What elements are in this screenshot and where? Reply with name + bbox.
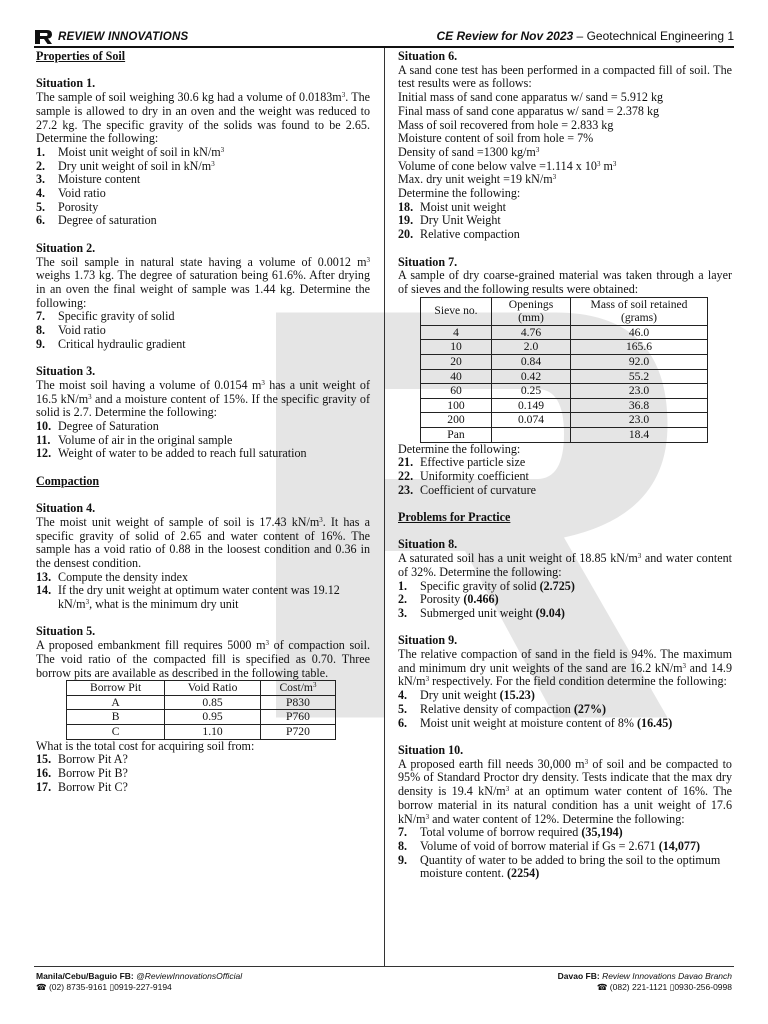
footer-left-label: Manila/Cebu/Baguio FB: <box>36 971 134 981</box>
answer: (2254) <box>507 866 540 881</box>
list-item: 6. Moist unit weight at moisture content of 8% (16.45) <box>398 715 673 730</box>
situation-4-title: Situation 4. <box>36 501 96 516</box>
list-item: 20. Relative compaction <box>398 227 520 242</box>
table-cell: P830 <box>260 695 335 710</box>
list-item: 3. Submerged unit weight (9.04) <box>398 605 565 620</box>
situation-5-questions <box>36 753 370 794</box>
situation-6-line: Max. dry unit weight =19 $kN/m^3$ <box>398 172 557 187</box>
table-row <box>421 340 708 355</box>
situation-5-text: A proposed embankment fill requires 5000 $m^3$ of compaction soil. The void ratio of the compacted fill is specified as 0.70. Three borrow pits are available as described in the following table. <box>36 638 370 680</box>
situation-5-title: Situation 5. <box>36 624 96 639</box>
list-item: 2. Porosity (0.466) <box>398 592 499 607</box>
page-header <box>34 28 734 48</box>
logo-mark-icon <box>34 29 54 45</box>
table-cell: 23.0 <box>571 384 708 399</box>
situation-10-questions <box>398 826 732 881</box>
list-item: 6. Degree of saturation <box>36 213 157 228</box>
list-item: 16. Borrow Pit B? <box>36 766 128 781</box>
table-cell: 55.2 <box>571 369 708 384</box>
situation-3-questions <box>36 420 370 461</box>
table-row <box>421 398 708 413</box>
list-item: 23. Coefficient of curvature <box>398 482 536 497</box>
table-cell: 4.76 <box>492 325 571 340</box>
situation-6-line: Initial mass of sand cone apparatus w/ sand = 5.912 kg <box>398 90 664 105</box>
answer: (2.725) <box>539 578 575 593</box>
footer-right <box>558 971 732 993</box>
table-cell: 0.84 <box>492 355 571 370</box>
list-item: 15. Borrow Pit A? <box>36 752 128 767</box>
list-item: 11. Volume of air in the original sample <box>36 432 233 447</box>
table-cell: B <box>67 710 165 725</box>
answer: (15.23) <box>499 688 535 703</box>
brand-logo <box>34 29 188 45</box>
answer: (35,194) <box>581 825 623 840</box>
table-cell: 0.149 <box>492 398 571 413</box>
list-item: 12. Weight of water to be added to reach full saturation <box>36 446 307 461</box>
borrow-pit-table <box>66 680 336 739</box>
situation-1-text: The sample of soil weighing 30.6 kg had a volume of $0.0183m^3$. The sample is allowed to dry in an oven and the weight was reduced to 27.2 kg. The specific gravity of the solids was found to be 2.65. Determine the following: <box>36 90 370 146</box>
table-cell: 0.25 <box>492 384 571 399</box>
situation-7-title: Situation 7. <box>398 254 458 269</box>
list-item: 17. Borrow Pit C? <box>36 779 128 794</box>
situation-6-line: Volume of cone below valve =1.114 x $10^3$ $m^3$ <box>398 158 617 173</box>
list-item: 5. Porosity <box>36 199 99 214</box>
answer: (9.04) <box>535 605 565 620</box>
table-cell: 36.8 <box>571 398 708 413</box>
table-cell: C <box>67 725 165 740</box>
table-cell: 0.95 <box>165 710 261 725</box>
situation-2-text: The soil sample in natural state having a volume of 0.0012 $m^3$ weighs 1.73 kg. The degree of saturation being 61.6%. After drying in an oven the final weight of sample was 1.44 kg. Determine the following: <box>36 254 370 310</box>
footer-right-phones: ☎ (082) 221-1121 ▯0930-256-0998 <box>596 982 732 992</box>
situation-6-line: Final mass of sand cone apparatus w/ sand = 2.378 kg <box>398 103 660 118</box>
footer-left-phones: ☎ (02) 8735-9161 ▯0919-227-9194 <box>36 982 172 992</box>
list-item: 7. Specific gravity of solid <box>36 309 175 324</box>
list-item: 21. Effective particle size <box>398 455 526 470</box>
situation-7-text: A sample of dry coarse-grained material was taken through a layer of sieves and the following results were obtained: <box>398 268 732 296</box>
table-cell: 23.0 <box>571 413 708 428</box>
section-heading-properties: Properties of Soil <box>36 49 126 63</box>
table-cell: P720 <box>260 725 335 740</box>
answer: (14,077) <box>658 838 701 853</box>
situation-9-title: Situation 9. <box>398 633 458 648</box>
list-item: 9. Quantity of water to be added to bring the soil to the optimum moisture content. (2254) <box>398 852 721 881</box>
table-header-cell: Borrow Pit <box>67 681 165 696</box>
list-item: 4. Dry unit weight (15.23) <box>398 688 535 703</box>
answer: (16.45) <box>637 715 673 730</box>
header-title-sep: – <box>573 29 587 43</box>
table-row <box>421 384 708 399</box>
situation-1-questions <box>36 146 370 228</box>
situation-1-title: Situation 1. <box>36 76 96 91</box>
footer-left-fb: @ReviewInnovationsOfficial <box>136 971 243 981</box>
situation-5-after: What is the total cost for acquiring soil from: <box>36 738 255 753</box>
situation-10-title: Situation 10. <box>398 742 464 757</box>
left-column <box>36 50 370 794</box>
table-cell: 18.4 <box>571 427 708 442</box>
list-item: 3. Moisture content <box>36 172 141 187</box>
list-item: 19. Dry Unit Weight <box>398 213 501 228</box>
table-cell: 4 <box>421 325 492 340</box>
table-cell: 46.0 <box>571 325 708 340</box>
situation-8-text: A saturated soil has a unit weight of 18.85 $kN/m^3$ and water content of 32%. Determine the following: <box>398 551 732 579</box>
table-header-cell: Sieve no. <box>421 297 492 325</box>
table-row <box>421 325 708 340</box>
situation-4-text: The moist unit weight of sample of soil is 17.43 $kN/m^3$. It has a specific gravity of solid of 2.65 and water content of 16%. The sample has a void ratio of 0.88 in the loosest condition and 0.36 in the densest condition. <box>36 514 370 570</box>
situation-8-title: Situation 8. <box>398 537 458 552</box>
table-cell: P760 <box>260 710 335 725</box>
situation-4-questions <box>36 571 370 612</box>
table-cell: 100 <box>421 398 492 413</box>
right-column <box>398 50 732 881</box>
table-header-cell: Cost/$m^3$ <box>260 681 335 696</box>
table-row <box>67 725 336 740</box>
list-item: 4. Void ratio <box>36 186 106 201</box>
table-cell: 20 <box>421 355 492 370</box>
table-header-row <box>421 297 708 325</box>
situation-3-title: Situation 3. <box>36 364 96 379</box>
list-item: 5. Relative density of compaction (27%) <box>398 701 607 716</box>
list-item: 1. Specific gravity of solid (2.725) <box>398 578 575 593</box>
table-row <box>421 427 708 442</box>
table-row <box>421 355 708 370</box>
situation-6-line: Moisture content of soil from hole = 7% <box>398 131 594 146</box>
situation-2-title: Situation 2. <box>36 240 96 255</box>
footer-left <box>36 971 242 993</box>
list-item: 10. Degree of Saturation <box>36 418 159 433</box>
section-heading-compaction: Compaction <box>36 473 100 488</box>
table-cell: A <box>67 695 165 710</box>
table-cell: 92.0 <box>571 355 708 370</box>
header-title-bold: CE Review for Nov 2023 <box>436 29 574 43</box>
section-heading-practice: Problems for Practice <box>398 510 511 525</box>
list-item: 8. Void ratio <box>36 323 106 338</box>
list-item: 22. Uniformity coefficient <box>398 468 529 483</box>
list-item: 8. Volume of void of borrow material if Gs = 2.671 (14,077) <box>398 838 701 853</box>
list-item: 13. Compute the density index <box>36 569 188 584</box>
table-row <box>67 695 336 710</box>
list-item: 14. If the dry unit weight at optimum water content was 19.12 $kN/m^3$, what is the minimum dry unit <box>36 583 340 612</box>
situation-8-questions <box>398 580 732 621</box>
situation-6-line: Mass of soil recovered from hole = 2.833 kg <box>398 117 614 132</box>
table-row <box>67 710 336 725</box>
table-row <box>421 413 708 428</box>
situation-6-line: Density of sand =1300 $kg/m^3$ <box>398 144 540 159</box>
table-cell <box>492 427 571 442</box>
table-cell: 0.85 <box>165 695 261 710</box>
table-cell: 40 <box>421 369 492 384</box>
situation-6-line: Determine the following: <box>398 186 521 201</box>
table-header-cell: Mass of soil retained (grams) <box>571 297 708 325</box>
footer-right-fb: Review Innovations Davao Branch <box>602 971 732 981</box>
table-header-cell: Void Ratio <box>165 681 261 696</box>
table-cell: 1.10 <box>165 725 261 740</box>
situation-9-questions <box>398 689 732 730</box>
table-header-cell: Openings (mm) <box>492 297 571 325</box>
answer: (0.466) <box>463 592 499 607</box>
answer: (27%) <box>573 701 607 716</box>
table-row <box>421 369 708 384</box>
brand-name: REVIEW INNOVATIONS <box>58 31 189 43</box>
list-item: 7. Total volume of borrow required (35,194) <box>398 825 623 840</box>
footer-right-label: Davao FB: <box>557 971 600 981</box>
list-item: 2. Dry unit weight of soil in $kN/m^3$ <box>36 158 215 173</box>
situation-2-questions <box>36 310 370 351</box>
situation-7-questions <box>398 456 732 497</box>
table-cell: 2.0 <box>492 340 571 355</box>
table-cell: 0.074 <box>492 413 571 428</box>
situation-6-text: A sand cone test has been performed in a compacted fill of soil. The test results were as follows: <box>398 62 732 91</box>
table-header-row <box>67 681 336 696</box>
situation-9-text: The relative compaction of sand in the field is 94%. The maximum and minimum dry unit weights of the sand are 16.2 $kN/m^3$ and 14.9 $kN/m^3$ respectively. For the field condition determine the following: <box>398 647 732 689</box>
header-title <box>436 29 734 43</box>
table-cell: 200 <box>421 413 492 428</box>
table-cell: Pan <box>421 427 492 442</box>
sieve-table <box>420 297 708 443</box>
list-item: 1. Moist unit weight of soil in $kN/m^3$ <box>36 144 225 159</box>
situation-7-after: Determine the following: <box>398 441 521 456</box>
situation-10-text: A proposed earth fill needs 30,000 $m^3$ of soil and be compacted to 95% of Standard Proctor dry density. Tests indicate that the max dry density is 19.4 $kN/m^3$ at an optimum water content of 16%. The borrow material in its natural condition has a unit weight of 17.6 $kN/m^3$ and water content of 12%. Determine the following: <box>398 756 732 826</box>
situation-6-questions <box>398 201 732 242</box>
table-cell: 0.42 <box>492 369 571 384</box>
header-title-subject: Geotechnical Engineering 1 <box>586 29 734 43</box>
footer-rule <box>34 966 734 967</box>
situation-6-title: Situation 6. <box>398 49 458 63</box>
table-cell: 165.6 <box>571 340 708 355</box>
table-cell: 10 <box>421 340 492 355</box>
list-item: 9. Critical hydraulic gradient <box>36 336 186 351</box>
column-divider <box>384 48 385 966</box>
table-cell: 60 <box>421 384 492 399</box>
situation-3-text: The moist soil having a volume of 0.0154 $m^3$ has a unit weight of 16.5 $kN/m^3$ and a moisture content of 15%. If the specific gravity of solid is 2.7. Determine the following: <box>36 377 370 420</box>
list-item: 18. Moist unit weight <box>398 199 507 214</box>
